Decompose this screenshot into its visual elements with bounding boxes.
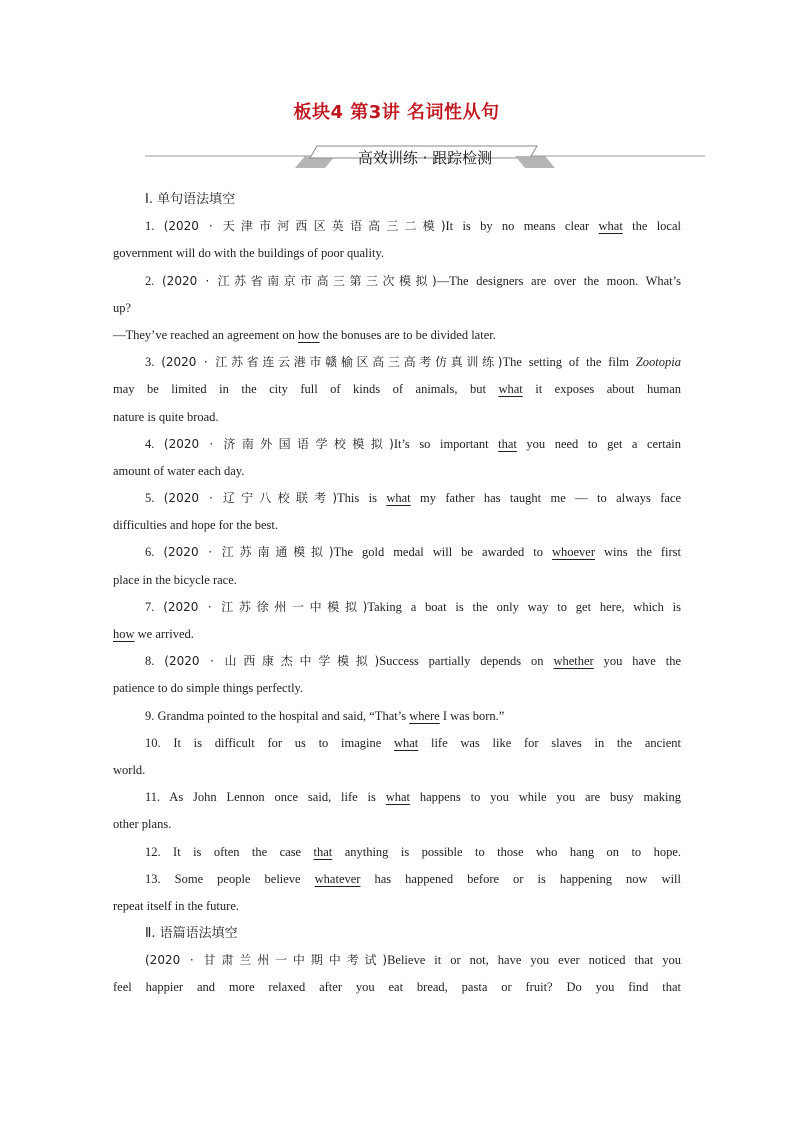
question-line: how we arrived. — [113, 627, 194, 641]
question-line: 13. Some people believe whatever has happened before or is happening now will — [145, 871, 681, 886]
film-title: Zootopia — [635, 355, 682, 370]
question-source: (2020 · 江苏省南京市高三第三次模拟) — [162, 273, 437, 288]
question-line: 9. Grandma pointed to the hospital and said, “That’s where I was born.” — [145, 708, 505, 723]
question-line: 8. (2020 · 山西康杰中学模拟)Success partially depends on whether you have the — [145, 654, 681, 669]
answer: whoever — [551, 545, 596, 560]
question-source: (2020 · 山西康杰中学模拟) — [164, 654, 380, 669]
answer: what — [498, 382, 523, 397]
answer: whatever — [314, 871, 361, 886]
question-source: (2020 · 辽宁八校联考) — [163, 491, 338, 506]
answer: what — [385, 790, 410, 805]
question-line: other plans. — [113, 817, 172, 832]
question-line: patience to do simple things perfectly. — [113, 681, 304, 696]
question-line: 3. (2020 · 江苏省连云港市赣榆区高三高考仿真训练)The setting of the film Zootopia — [145, 355, 682, 370]
exercise-content — [113, 186, 681, 1002]
question-line: repeat itself in the future. — [113, 898, 239, 913]
question-line: 11. As John Lennon once said, life is what happens to you while you are busy making — [145, 790, 681, 805]
question-line: difficulties and hope for the best. — [113, 518, 279, 533]
question-source: (2020 · 江苏南通模拟) — [163, 545, 334, 560]
question-line: 12. It is often the case that anything is possible to those who hang on to hope. — [145, 844, 682, 859]
banner-text: 高效训练 · 跟踪检测 — [357, 149, 493, 167]
question-source: (2020 · 江苏省连云港市赣榆区高三高考仿真训练) — [161, 355, 503, 370]
answer: that — [498, 436, 517, 451]
question-source: (2020 · 济南外国语学校模拟) — [163, 436, 394, 451]
page-title: 板块4 第3讲 名词性从句 — [293, 102, 500, 123]
question-line: 6. (2020 · 江苏南通模拟)The gold medal will be awarded to whoever wins the first — [145, 545, 681, 560]
answer: whether — [553, 654, 594, 669]
question-line: 2. (2020 · 江苏省南京市高三第三次模拟)—The designers are over the moon. What’s — [145, 273, 681, 288]
question-line: may be limited in the city full of kinds of animals, but what it exposes about human — [113, 382, 681, 397]
question-line: 10. It is difficult for us to imagine what life was like for slaves in the ancient — [145, 735, 681, 750]
question-line: —They’ve reached an agreement on how the bonuses are to be divided later. — [113, 327, 496, 342]
question-line: place in the bicycle race. — [113, 572, 237, 587]
passage-line: (2020 · 甘肃兰州一中期中考试)Believe it or not, have you ever noticed that you — [145, 953, 681, 968]
answer: what — [393, 735, 419, 750]
answer: how — [113, 627, 135, 641]
section-banner — [145, 142, 705, 172]
question-line: 5. (2020 · 辽宁八校联考)This is what my father has taught me — to always face — [145, 491, 681, 506]
section-heading: Ⅱ. 语篇语法填空 — [145, 926, 238, 942]
question-source: (2020 · 天津市河西区英语高三二模) — [163, 219, 446, 234]
answer: how — [297, 327, 320, 342]
question-line: government will do with the buildings of poor quality. — [113, 246, 385, 261]
question-line: 1. (2020 · 天津市河西区英语高三二模)It is by no means clear what the local — [145, 219, 681, 234]
section-heading: Ⅰ. 单句语法填空 — [145, 192, 236, 207]
question-line: nature is quite broad. — [113, 409, 219, 424]
answer: where — [409, 708, 440, 723]
answer: what — [386, 491, 411, 506]
question-line: 4. (2020 · 济南外国语学校模拟)It’s so important that you need to get a certain — [145, 436, 681, 451]
passage-source: (2020 · 甘肃兰州一中期中考试) — [145, 953, 388, 968]
question-source: (2020 · 江苏徐州一中模拟) — [163, 599, 368, 614]
answer: that — [313, 844, 333, 859]
question-line: world. — [113, 762, 146, 777]
question-line: 7. (2020 · 江苏徐州一中模拟)Taking a boat is the only way to get here, which is — [145, 599, 681, 614]
question-line: up? — [113, 300, 132, 315]
question-line: amount of water each day. — [113, 463, 245, 478]
answer: what — [598, 219, 623, 234]
passage-line: feel happier and more relaxed after you eat bread, pasta or fruit? Do you find that — [113, 980, 681, 995]
